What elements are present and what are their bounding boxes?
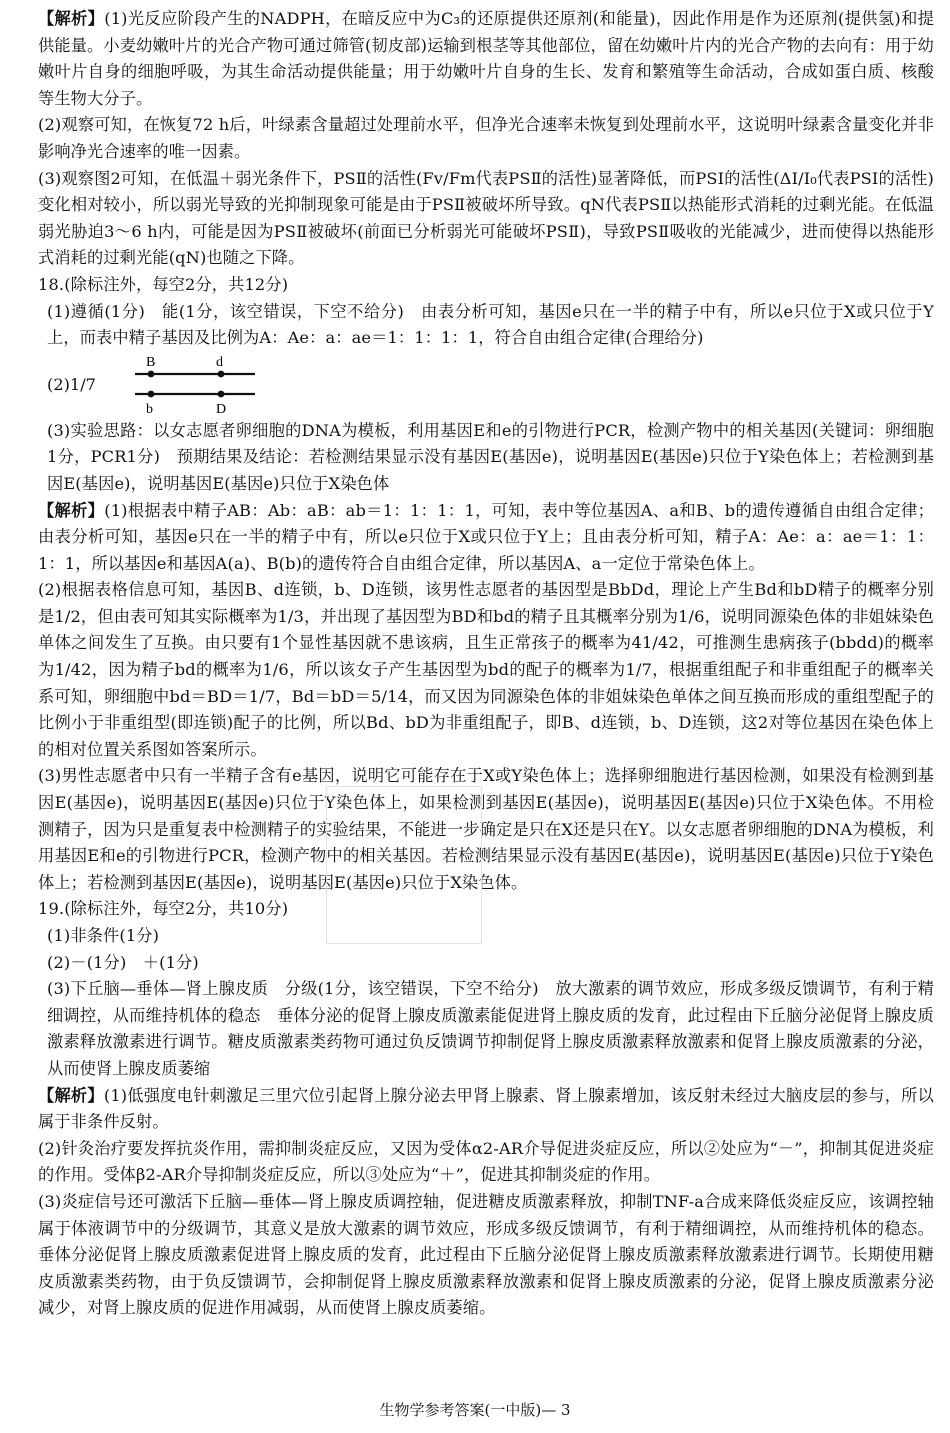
- locus-dot-bottom-left: [148, 390, 155, 397]
- q18-answer-3: (3)实验思路：以女志愿者卵细胞的DNA为模板，利用基因E和e的引物进行PCR，检测产物中的相关基因(关键词：卵细胞1分，PCR1分) 预期结果及结论：若检测结果显示没有基因E(基因e)，说明基因E(基因e)只位于Y染色体上；若检测到基因E(基因e)，说明基因E(基因e)只位于X染色体: [47, 420, 934, 493]
- q18-analysis-1: 【解析】(1)根据表中精子AB：Ab：aB：ab＝1：1：1：1，可知，表中等位基因A、a和B、b的遗传遵循自由组合定律；由表分析可知，基因e只在一半的精子中有，所以e只位于X或只位于Y上；且由表分析可知，精子A：Ae：a：ae＝1：1：1：1，所以基因e和基因A(a)、B(b)的遗传符合自由组合定律，所以基因A、a一定位于常染色体上。: [38, 500, 934, 573]
- q18-analysis-2: (2)根据表格信息可知，基因B、d连锁，b、D连锁，该男性志愿者的基因型是BbDd，理论上产生Bd和bD精子的概率分别是1/2，但由表可知其实际概率为1/3，并出现了基因型为BD和bd的精子且其概率分别为1/6，说明同源染色体的非姐妹染色单体之间发生了互换。由只要有1个显性基因就不患该病，且生正常孩子的概率为41/42，可推测生患病孩子(bbdd)的概率为1/42，因为精子bd的概率为1/6，所以该女子产生基因型为bd的配子的概率为1/7，根据重组配子和非重组配子的概率关系可知，卵细胞中bd＝BD＝1/7，Bd＝bD＝5/14，而又因为同源染色体的非姐妹染色单体之间互换而形成的重组型配子的比例小于非重组型(即连锁)配子的比例，所以Bd、bD为非重组配子，即B、d连锁，b、D连锁，这2对等位基因在染色体上的相对位置关系图如答案所示。: [38, 580, 934, 759]
- q18-heading: 18.(除标注外，每空2分，共12分): [38, 274, 289, 294]
- q17-analysis-2: (2)观察可知，在恢复72 h后，叶绿素含量超过处理前水平，但净光合速率未恢复到处理前水平，这说明叶绿素含量变化并非影响净光合速率的唯一因素。: [38, 115, 934, 161]
- locus-dot-top-left: [148, 370, 155, 377]
- q19-heading: 19.(除标注外，每空2分，共10分): [38, 899, 289, 919]
- q19-answer-1: (1)非条件(1分): [47, 926, 160, 945]
- q19-answer-3: (3)下丘脑—垂体—肾上腺皮质 分级(1分，该空错误，下空不给分) 放大激素的调节效应，形成多级反馈调节，有利于精细调控，从而维持机体的稳态 垂体分泌的促肾上腺皮质激素能促进肾上腺皮质的发育，此过程由下丘脑分泌促肾上腺皮质激素释放激素进行调节。糖皮质激素类药物可通过负反馈调节抑制促肾上腺皮质激素释放激素和促肾上腺皮质激素的分泌，从而使肾上腺皮质萎缩: [47, 979, 934, 1078]
- gene-label-top-right: d: [216, 354, 223, 370]
- q17-analysis-3: (3)观察图2可知，在低温＋弱光条件下，PSⅡ的活性(Fv/Fm代表PSⅡ的活性)显著降低，而PSⅠ的活性(ΔI/I₀代表PSⅠ的活性)变化相对较小，所以弱光导致的光抑制现象可能是由于PSⅡ被破坏所导致。qN代表PSⅡ以热能形式消耗的过剩光能。在低温弱光胁迫3～6 h内，可能是因为PSⅡ被破坏(前面已分析弱光可能破坏PSⅡ)，导致PSⅡ吸收的光能减少，进而使得以热能形式消耗的过剩光能(qN)也随之下降。: [38, 168, 934, 268]
- gene-label-bottom-left: b: [146, 401, 153, 417]
- gene-label-top-left: B: [146, 354, 156, 370]
- q18-answer-2-label: (2)1/7: [47, 374, 96, 394]
- q19-answer-2: (2)－(1分) ＋(1分): [47, 952, 199, 972]
- gene-label-bottom-right: D: [216, 401, 227, 417]
- q19-analysis-3: (3)炎症信号还可激活下丘脑—垂体—肾上腺皮质调控轴，促进糖皮质激素释放，抑制TNF-a合成来降低炎症反应，该调控轴属于体液调节中的分级调节，其意义是放大激素的调节效应，形成多级反馈调节，有利于精细调控，从而维持机体的稳态。垂体分泌促肾上腺皮质激素促进肾上腺皮质的发育，此过程由下丘脑分泌促肾上腺皮质激素释放激素进行调节。长期使用糖皮质激素类药物，由于负反馈调节，会抑制促肾上腺皮质激素释放激素和促肾上腺皮质激素的分泌，促肾上腺皮质激素分泌减少，对肾上腺皮质的促进作用减弱，从而使肾上腺皮质萎缩。: [38, 1191, 934, 1318]
- q18-analysis-3: (3)男性志愿者中只有一半精子含有e基因，说明它可能存在于X或Y染色体上；选择卵细胞进行基因检测，如果没有检测到基因E(基因e)，说明基因E(基因e)只位于Y染色体上，如果检测到基因E(基因e)，说明基因E(基因e)只位于X染色体。不用检测精子，因为只是重复表中检测精子的实验结果，不能进一步确定是只在X还是只在Y。以女志愿者卵细胞的DNA为模板，利用基因E和e的引物进行PCR，检测产物中的相关基因。若检测结果显示没有基因E(基因e)，说明基因E(基因e)只位于Y染色体上；若检测到基因E(基因e)，说明基因E(基因e)只位于X染色体。: [38, 766, 934, 892]
- locus-dot-bottom-right: [218, 390, 225, 397]
- page-footer: 生物学参考答案(一中版)— 3: [379, 1401, 571, 1419]
- answer-page: [38, 6, 934, 1322]
- q19-analysis-1: 【解析】(1)低强度电针刺激足三里穴位引起肾上腺分泌去甲肾上腺素、肾上腺素增加，该反射未经过大脑皮层的参与，所以属于非条件反射。: [38, 1085, 934, 1132]
- chromosome-diagram: [133, 352, 263, 418]
- locus-dot-top-right: [218, 370, 225, 377]
- analysis-label: 【解析】: [38, 500, 105, 520]
- q18-answer-2: [47, 352, 934, 418]
- analysis-label: 【解析】: [38, 9, 105, 28]
- q17-analysis-1: 【解析】(1)光反应阶段产生的NADPH，在暗反应中为C₃的还原提供还原剂(和能量)，因此作用是作为还原剂(提供氢)和提供能量。小麦幼嫩叶片的光合产物可通过筛管(韧皮部)运输到根茎等其他部位，留在幼嫩叶片内的光合产物的去向有：用于幼嫩叶片自身的细胞呼吸，为其生命活动提供能量；用于幼嫩叶片自身的生长、发育和繁殖等生命活动，合成如蛋白质、核酸等生物大分子。: [38, 9, 934, 108]
- q19-analysis-2: (2)针灸治疗要发挥抗炎作用，需抑制炎症反应，又因为受体α2-AR介导促进炎症反应，所以②处应为“－”，抑制其促进炎症的作用。受体β2-AR介导抑制炎症反应，所以③处应为“＋”，促进其抑制炎症的作用。: [38, 1138, 934, 1185]
- q18-answer-1: (1)遵循(1分) 能(1分，该空错误，下空不给分) 由表分析可知，基因e只在一半的精子中有，所以e只位于X或只位于Y上，而表中精子基因及比例为A：Ae：a：ae＝1：1：1：1，符合自由组合定律(合理给分): [47, 301, 934, 348]
- analysis-label: 【解析】: [38, 1085, 104, 1105]
